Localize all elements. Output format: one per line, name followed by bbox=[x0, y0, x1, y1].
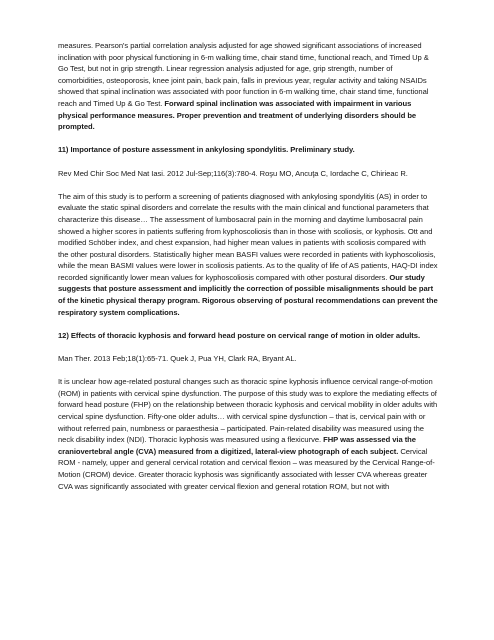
article-12-heading: 12) Effects of thoracic kyphosis and forward head posture on cervical range of motion in older adults. bbox=[58, 330, 421, 340]
article-12-citation: Man Ther. 2013 Feb;18(1):65-71. Quek J, Pua YH, Clark RA, Bryant AL. bbox=[58, 354, 297, 364]
article-11-heading: 11) Importance of posture assessment in ankylosing spondylitis. Preliminary study. bbox=[58, 145, 355, 155]
intro-paragraph bbox=[58, 40, 438, 133]
article-12-abstract bbox=[58, 376, 438, 492]
article-12-abstract-text: It is unclear how age-related postural changes such as thoracic spine kyphosis influence cervical range-of-motion (ROM) in patients with cervical spine dysfunction. The purpose of this study was to explore the mediating effects of forward head posture (FHP) on the relationship between thoracic kyphosis and cervical mobility in older adults with cervical spine dysfunction. Fifty-one older adults… with cervical spine dysfunction – that is, cervical pain with or without referred pain, numbness or paraesthesia – participated. Pain-related disability was measured using the neck disability index (NDI). Thoracic kyphosis was measured using a flexicurve. bbox=[58, 377, 438, 445]
article-11-abstract bbox=[58, 191, 438, 319]
article-11-abstract-text: The aim of this study is to perform a screening of patients diagnosed with ankylosing spondylitis (AS) in order to evaluate the static spinal disorders and correlate the results with the main clinical and functional parameters that characterize this disease… The assessment of lumbosacral pain in the morning and daytime lumbosacral pain showed a higher scores in patients suffering from kyphoscoliosis than in those with scoliosis, or kyphosis. Ott and modified Schöber index, and chest expansion, had higher mean values in patients with scoliosis compared with the other postural disorders. Statistically higher mean BASFI values were recorded in patients with kyphoscoliosis, while the mean BASMI values were lower in scoliosis patients. As to the quality of life of AS patients, HAQ-DI index recorded significantly lower mean values for kyphoscoliosis compared with other postural disorders. bbox=[58, 191, 438, 282]
article-12-abstract-continued: Cervical ROM - namely, upper and general cervical rotation and cervical flexion – was measured by the Cervical Range-of-Motion (CROM) device. Greater thoracic kyphosis was significantly associated with lesser CVA whereas greater CVA was significantly associated with greater cervical flexion and general rotation ROM, but not with bbox=[58, 446, 435, 491]
document-body bbox=[58, 40, 438, 492]
article-11-conclusion: Our study suggests that posture assessment and implicitly the correction of possible misalignments should be part of the kinetic physical therapy program. Rigorous observing of postural recommendations can prevent the respiratory system complications. bbox=[58, 272, 438, 317]
intro-text: measures. Pearson's partial correlation analysis adjusted for age showed significant associations of increased inclination with poor physical functioning in 6-m walking time, chair stand time, functional reach, and Timed Up & Go Test, but not in grip strength. Linear regression analysis adjusted for age, grip strength, number of comorbidities, osteoporosis, knee joint pain, back pain, falls in previous year, regular activity and taking NSAIDs showed that spinal inclination was associated with poor function in 6-m walking time, chair stand time, functional reach and Timed Up & Go Test. bbox=[58, 41, 429, 108]
intro-conclusion: Forward spinal inclination was associated with impairment in various physical performance measures. Proper prevention and treatment of underlying disorders should be prompted. bbox=[58, 98, 417, 132]
article-12-fhp-method: FHP was assessed via the craniovertebral angle (CVA) measured from a digitized, lateral-view photograph of each subject. bbox=[58, 435, 416, 456]
article-11-citation: Rev Med Chir Soc Med Nat Iasi. 2012 Jul-Sep;116(3):780-4. Roşu MO, Ancuţa C, Iordache C, Chirieac R. bbox=[58, 168, 408, 178]
